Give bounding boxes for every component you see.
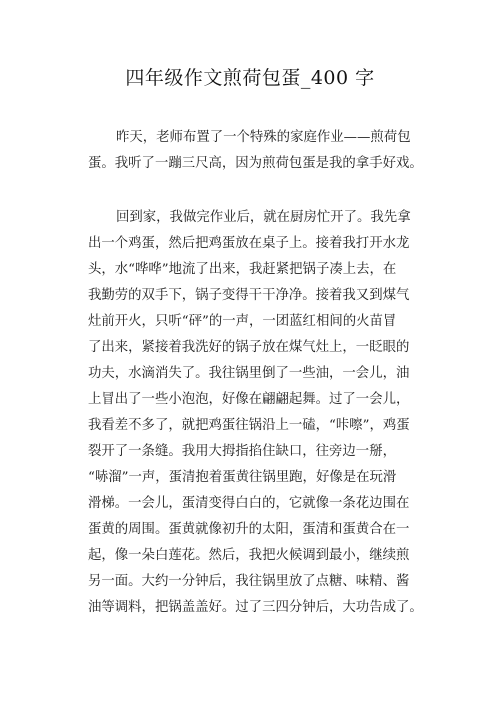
document-title: 四年级作文煎荷包蛋_400 字 <box>125 67 375 89</box>
paragraph-line: 昨天，老师布置了一个特殊的家庭作业——煎荷包 <box>116 130 411 145</box>
paragraph-line: 灶前开火，只听“砰”的一声，一团蓝红相间的火苗冒 <box>88 314 397 329</box>
paragraph-line: 我勤劳的双手下，锅子变得干干净净。接着我又到煤气 <box>88 288 410 303</box>
paragraph-line: 回到家，我做完作业后，就在厨房忙开了。我先拿 <box>116 210 411 225</box>
paragraph-1 <box>88 125 424 177</box>
paragraph-line: 滑梯。一会儿，蛋清变得白白的，它就像一条花边围在 <box>88 496 410 511</box>
paragraph-line: 功夫，水滴消失了。我往锅里倒了一些油，一会儿，油 <box>88 366 410 381</box>
paragraph-line: 了出来，紧接着我洗好的锅子放在煤气灶上，一眨眼的 <box>88 340 410 355</box>
paragraph-line: 另一面。大约一分钟后，我往锅里放了点糖、味精、酱 <box>88 574 410 589</box>
paragraph-line: 蛋。我听了一蹦三尺高，因为煎荷包蛋是我的拿手好戏。 <box>88 156 423 171</box>
paragraph-line: 起，像一朵白莲花。然后，我把火候调到最小，继续煎 <box>88 548 410 563</box>
paragraph-line: 裂开了一条缝。我用大拇指掐住缺口，往旁边一掰， <box>88 444 396 459</box>
paragraph-line: 头，水“哗哗”地流了出来，我赶紧把锅子凑上去，在 <box>88 262 397 277</box>
paragraph-line: 蛋黄的周围。蛋黄就像初升的太阳，蛋清和蛋黄合在一 <box>88 522 410 537</box>
paragraph-line: 油等调料，把锅盖盖好。过了三四分钟后，大功告成了。 <box>88 600 423 615</box>
paragraph-line: 我看差不多了，就把鸡蛋往锅沿上一磕，“咔嚓”，鸡蛋 <box>88 418 410 433</box>
paragraph-line: “哧溜”一声，蛋清抱着蛋黄往锅里跑，好像是在玩滑 <box>88 470 397 485</box>
paragraph-line: 出一个鸡蛋，然后把鸡蛋放在桌子上。接着我打开水龙 <box>88 236 410 251</box>
paragraph-2 <box>88 205 424 621</box>
paragraph-line: 上冒出了一些小泡泡，好像在翩翩起舞。过了一会儿， <box>88 392 410 407</box>
